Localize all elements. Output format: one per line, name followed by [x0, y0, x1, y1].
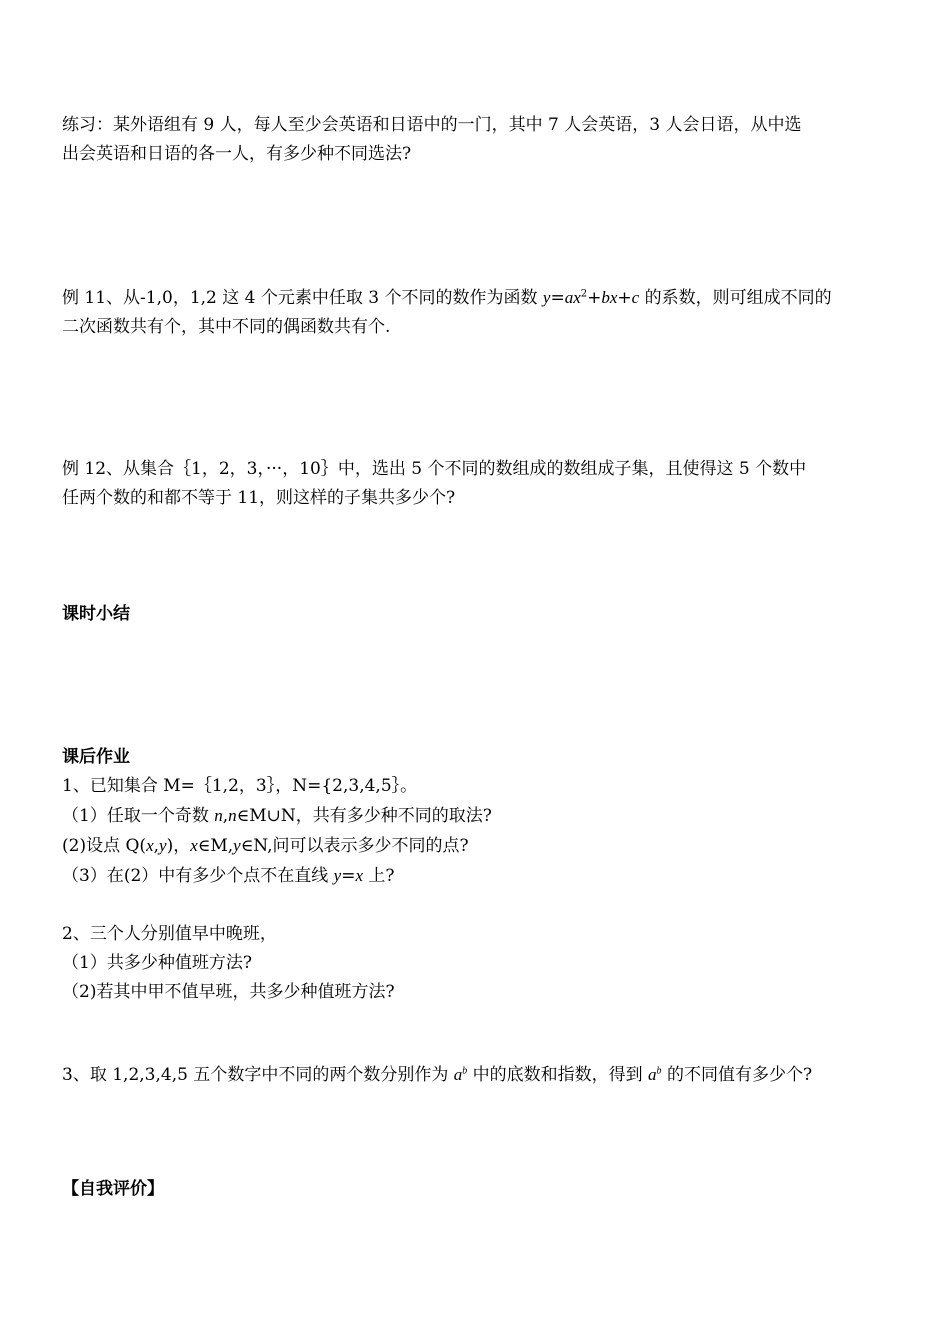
formula-eq: =: [550, 288, 565, 308]
self-eval-title: 【自我评价】: [62, 1179, 164, 1199]
example-12-line-2: 任两个数的和都不等于 11，则这样的子集共多少个?: [62, 488, 456, 508]
example-11: [62, 283, 890, 342]
homework-q1-part-3: [62, 861, 890, 891]
q1p2-text-a: (2)设点 Q(: [62, 836, 147, 856]
homework-q1-part-2: [62, 831, 890, 861]
example-11-line-2: 二次函数共有个，其中不同的偶函数共有个.: [62, 317, 391, 337]
homework-q3-line: [62, 1060, 890, 1090]
formula-plus-2: +: [617, 288, 632, 308]
q1p2-x2: x: [190, 836, 198, 855]
homework-section: [62, 743, 890, 1007]
homework-q3: [62, 1060, 890, 1090]
q1p2-y: y: [159, 836, 167, 855]
homework-title: 课后作业: [62, 747, 130, 767]
practice-line-2: 出会英语和日语的各一人，有多少种不同选法?: [62, 144, 412, 164]
q1p1-text-a: （1）任取一个奇数: [62, 806, 215, 826]
q3-text-b: 中的底数和指数，得到: [467, 1065, 649, 1085]
q1p1-text-c: ∈M∪N，共有多少种不同的取法?: [236, 806, 492, 826]
q1p3-y: y: [333, 866, 342, 885]
q1p3-eq: =: [341, 866, 356, 886]
q1p2-x: x: [146, 836, 154, 855]
practice-problem: [62, 111, 890, 169]
q3-text-a: 3、取 1,2,3,4,5 五个数字中不同的两个数分别作为: [62, 1065, 454, 1085]
q3-text-c: 的不同值有多少个?: [661, 1065, 813, 1085]
q1p2-text-b: )，: [166, 836, 191, 856]
q1p2-comma: ,: [153, 836, 160, 856]
summary-heading: [62, 600, 890, 629]
formula-exponent: 2: [580, 288, 588, 300]
homework-q2-stem: 2、三个人分别值早中晚班，: [62, 924, 277, 944]
summary-title: 课时小结: [62, 604, 130, 624]
practice-line-1: 练习：某外语组有 9 人，每人至少会英语和日语中的一门，其中 7 人会英语，3 人会日语，从中选: [62, 115, 802, 135]
formula-bx: bx: [601, 288, 618, 307]
example-11-suffix: 的系数，则可组成不同的: [639, 288, 832, 308]
q3-exp-2: b: [656, 1065, 662, 1077]
q1p3-x: x: [355, 866, 364, 885]
q1p1-n1: n: [214, 806, 223, 825]
q1p1-n2: n: [228, 806, 237, 825]
example-11-prefix: 例 11、从-1,0，1,2 这 4 个元素中任取 3 个不同的数作为函数: [62, 288, 543, 308]
q1p2-y2: y: [233, 836, 241, 855]
q1p1-comma: ,: [222, 806, 229, 826]
formula-ax: ax: [564, 288, 581, 307]
example-11-line-1: [62, 283, 890, 313]
homework-q2-part-2: （2)若其中甲不值早班，共多少种值班方法?: [62, 982, 395, 1002]
homework-q2-part-1: （1）共多少种值班方法?: [62, 953, 252, 973]
homework-q1-part-1: [62, 801, 890, 831]
formula-c: c: [631, 288, 640, 307]
example-12-line-1: 例 12、从集合｛1，2，3，···，10｝中，选出 5 个不同的数组成的数组成子集，且使得这 5 个数中: [62, 459, 807, 479]
homework-q1-stem: 1、已知集合 M=｛1,2，3｝，N={2,3,4,5｝。: [62, 776, 418, 796]
q1p2-text-d: ∈N,问可以表示多少不同的点?: [240, 836, 469, 856]
formula-y: y: [542, 288, 551, 307]
q3-base-2: a: [648, 1065, 657, 1084]
formula-plus-1: +: [587, 288, 602, 308]
q3-base-1: a: [453, 1065, 463, 1084]
self-eval-heading: [62, 1175, 890, 1204]
example-12: [62, 455, 890, 513]
q1p2-text-c: ∈M,: [197, 836, 234, 856]
q3-exp-1: b: [462, 1065, 468, 1077]
q1p3-text-b: 上?: [363, 866, 395, 886]
homework-spacer: [62, 891, 890, 920]
q1p3-text-a: （3）在(2）中有多少个点不在直线: [62, 866, 334, 886]
